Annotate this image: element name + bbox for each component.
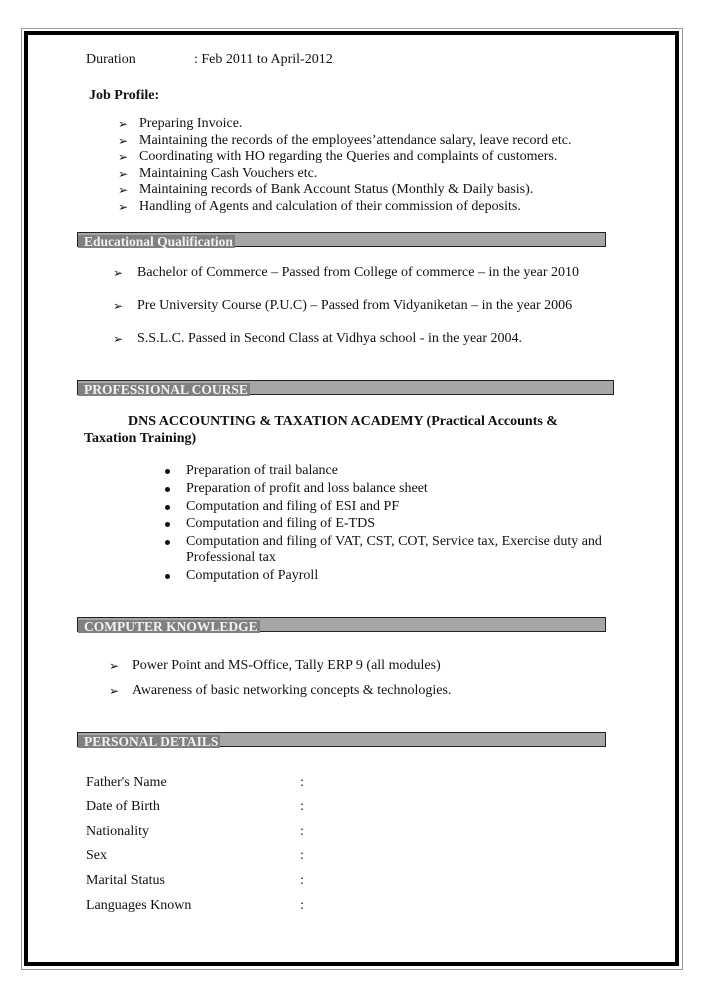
section-heading: COMPUTER KNOWLEDGE: [78, 620, 260, 633]
section-heading: Educational Qualification: [78, 235, 235, 248]
field-separator: :: [300, 873, 304, 888]
field-label-languages-known: Languages Known: [86, 898, 192, 913]
institute-name-cont: Taxation Training): [84, 431, 197, 446]
section-bar-education: [77, 232, 606, 247]
arrow-bullet-icon: ➢: [113, 266, 124, 280]
round-bullet-icon: [165, 522, 170, 527]
field-separator: :: [300, 824, 304, 839]
arrow-bullet-icon: ➢: [118, 200, 129, 214]
course-item: Preparation of profit and loss balance sheet: [186, 481, 428, 496]
arrow-bullet-icon: ➢: [118, 150, 129, 164]
arrow-bullet-icon: ➢: [118, 134, 129, 148]
job-profile-item: Maintaining records of Bank Account Status (Monthly & Daily basis).: [139, 182, 534, 197]
section-bar-personal-details: [77, 732, 606, 747]
arrow-bullet-icon: ➢: [113, 332, 124, 346]
education-item: Pre University Course (P.U.C) – Passed from Vidyaniketan – in the year 2006: [137, 298, 573, 313]
computer-skill-item: Awareness of basic networking concepts & technologies.: [132, 683, 452, 698]
field-separator: :: [300, 898, 304, 913]
field-label-nationality: Nationality: [86, 824, 149, 839]
round-bullet-icon: [165, 487, 170, 492]
job-profile-item: Maintaining the records of the employees’attendance salary, leave record etc.: [139, 133, 572, 148]
job-profile-item: Preparing Invoice.: [139, 116, 243, 131]
job-profile-item: Coordinating with HO regarding the Queries and complaints of customers.: [139, 149, 558, 164]
arrow-bullet-icon: ➢: [109, 684, 120, 698]
course-item: Computation of Payroll: [186, 568, 319, 583]
job-profile-item: Handling of Agents and calculation of their commission of deposits.: [139, 199, 521, 214]
round-bullet-icon: [165, 469, 170, 474]
section-heading: PROFESSIONAL COURSE: [78, 383, 250, 396]
course-item: Computation and filing of ESI and PF: [186, 499, 400, 514]
field-label-sex: Sex: [86, 848, 107, 863]
round-bullet-icon: [165, 574, 170, 579]
section-bar-professional-course: [77, 380, 614, 395]
job-profile-heading: Job Profile:: [89, 88, 160, 103]
arrow-bullet-icon: ➢: [118, 167, 129, 181]
course-item-cont: Professional tax: [186, 550, 276, 565]
arrow-bullet-icon: ➢: [113, 299, 124, 313]
round-bullet-icon: [165, 540, 170, 545]
field-label-marital-status: Marital Status: [86, 873, 165, 888]
course-item: Computation and filing of E-TDS: [186, 516, 375, 531]
arrow-bullet-icon: ➢: [118, 117, 129, 131]
education-item: S.S.L.C. Passed in Second Class at Vidhya school - in the year 2004.: [137, 331, 523, 346]
job-profile-item: Maintaining Cash Vouchers etc.: [139, 166, 318, 181]
course-item: Preparation of trail balance: [186, 463, 338, 478]
section-heading: PERSONAL DETAILS: [78, 735, 220, 748]
arrow-bullet-icon: ➢: [118, 183, 129, 197]
field-label-fathers-name: Father's Name: [86, 775, 167, 790]
field-separator: :: [300, 799, 304, 814]
arrow-bullet-icon: ➢: [109, 659, 120, 673]
round-bullet-icon: [165, 505, 170, 510]
field-label-date-of-birth: Date of Birth: [86, 799, 160, 814]
computer-skill-item: Power Point and MS-Office, Tally ERP 9 (all modules): [132, 658, 441, 673]
field-separator: :: [300, 848, 304, 863]
duration-value: : Feb 2011 to April-2012: [194, 52, 333, 67]
duration-label: Duration: [86, 52, 136, 67]
education-item: Bachelor of Commerce – Passed from College of commerce – in the year 2010: [137, 265, 580, 280]
course-item: Computation and filing of VAT, CST, COT, Service tax, Exercise duty and: [186, 534, 602, 549]
section-bar-computer-knowledge: [77, 617, 606, 632]
institute-name: DNS ACCOUNTING & TAXATION ACADEMY (Practical Accounts &: [128, 414, 558, 429]
field-separator: :: [300, 775, 304, 790]
